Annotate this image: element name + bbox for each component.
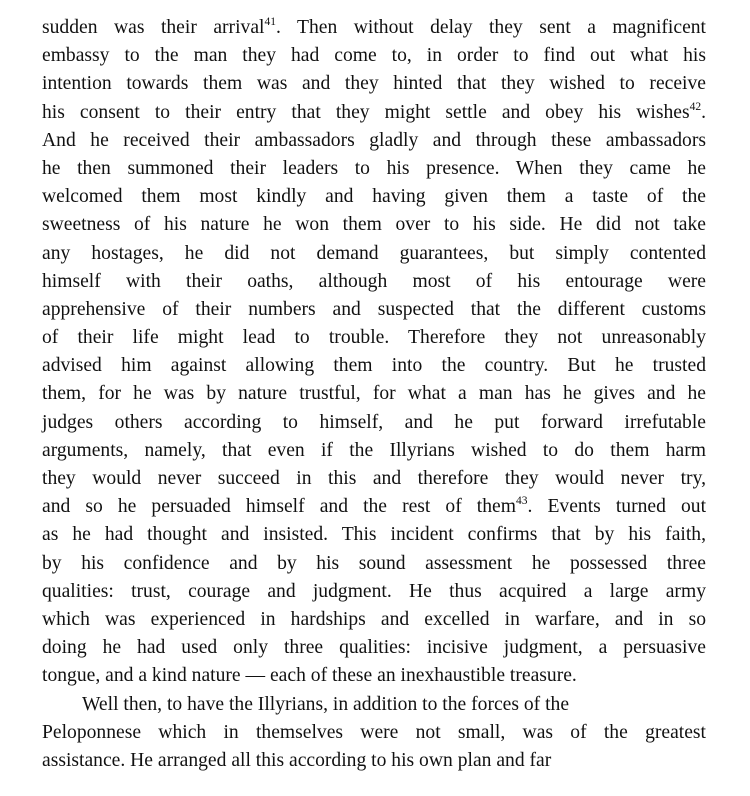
page-body (42, 14, 706, 775)
text-line: welcomed them most kindly and having given them a taste of the (42, 186, 706, 208)
text-line: embassy to the man they had come to, in order to find out what his (42, 45, 706, 67)
text-line (42, 493, 706, 521)
text-line: sweetness of his nature he won them over to his side. He did not take (42, 214, 706, 236)
footnote-marker: 43 (516, 495, 528, 508)
text-line: as he had thought and insisted. This incident confirms that by his faith, (42, 524, 706, 546)
footnote-marker: 42 (689, 100, 702, 113)
text-line: arguments, namely, that even if the Illyrians wished to do them harm (42, 439, 706, 461)
text-segment: his consent to their entry that they might settle and obey his wishes (42, 101, 690, 123)
text-line (42, 99, 706, 127)
text-line: any hostages, he did not demand guarantees, but simply contented (42, 242, 706, 264)
text-line: he then summoned their leaders to his presence. When they came he (42, 157, 706, 179)
text-line: judges others according to himself, and he put forward irrefutable (42, 411, 706, 433)
text-line (42, 14, 706, 42)
text-line: And he received their ambassadors gladly and through these ambassadors (42, 129, 706, 151)
text-line: by his confidence and by his sound assessment he possessed three (42, 552, 706, 574)
text-line: of their life might lead to trouble. Therefore they not unreasonably (42, 327, 706, 349)
text-segment: . Then without delay they sent a magnificent (275, 17, 707, 38)
text-line: Well then, to have the Illyrians, in addition to the forces of the (82, 693, 570, 715)
text-line: apprehensive of their numbers and suspected that the different customs (42, 298, 706, 320)
text-line: tongue, and a kind nature — each of these an inexhaustible treasure. (42, 665, 577, 687)
text-line: Peloponnese which in themselves were not small, was of the greatest (42, 721, 706, 743)
text-segment: . (701, 101, 706, 123)
text-line: doing he had used only three qualities: incisive judgment, a persuasive (42, 637, 706, 659)
text-line: which was experienced in hardships and excelled in warfare, and in so (42, 608, 706, 630)
text-line: advised him against allowing them into the country. But he trusted (42, 355, 706, 377)
text-segment: . Events turned out (527, 496, 707, 518)
text-line: assistance. He arranged all this according to his own plan and far (42, 749, 552, 771)
text-line: they would never succeed in this and therefore they would never try, (42, 468, 706, 489)
footnote-marker: 41 (264, 16, 276, 28)
text-line: intention towards them was and they hinted that they wished to receive (42, 73, 706, 95)
text-segment: sudden was their arrival (42, 17, 265, 38)
text-segment: and so he persuaded himself and the rest of them (42, 496, 516, 518)
text-line: qualities: trust, courage and judgment. He thus acquired a large army (42, 580, 706, 602)
text-line: them, for he was by nature trustful, for what a man has he gives and he (42, 383, 706, 405)
text-line: himself with their oaths, although most of his entourage were (42, 270, 706, 292)
